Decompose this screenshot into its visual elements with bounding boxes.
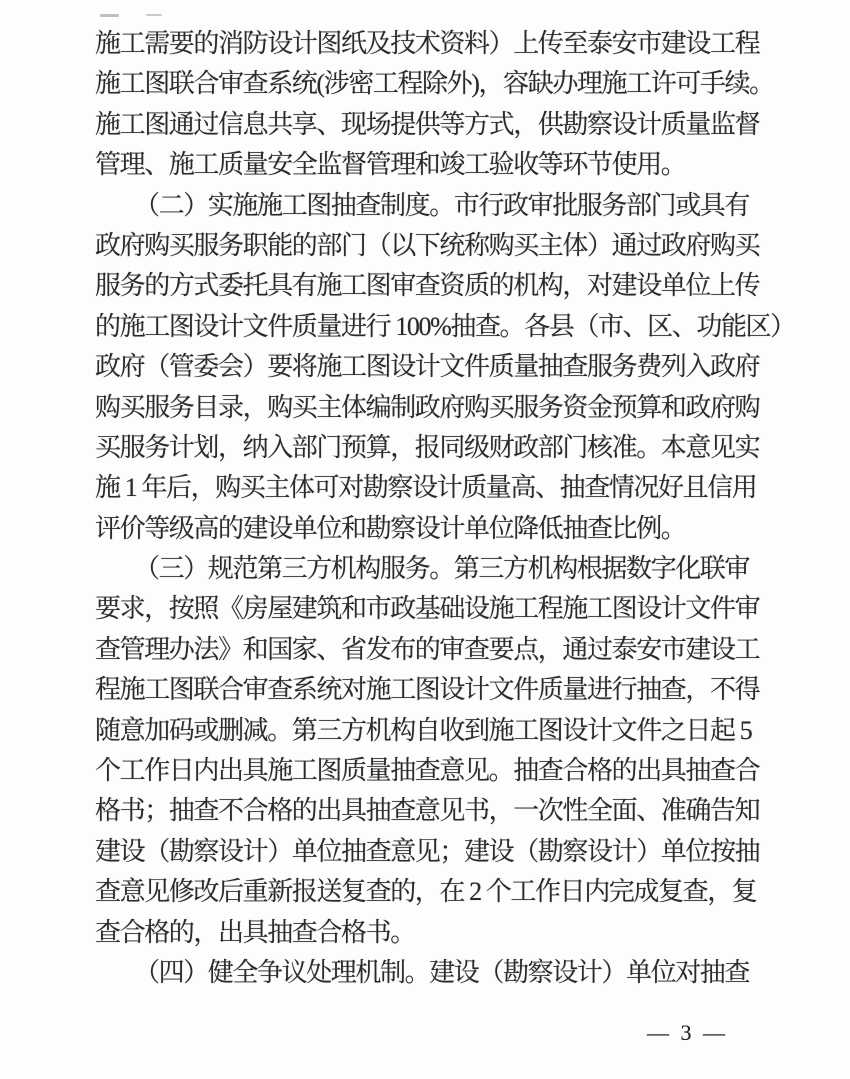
text-line: 查合格的，出具抽查合格书。 — [95, 917, 415, 947]
text-line: 个工作日内出具施工图质量抽查意见。抽查合格的出具抽查合 — [95, 756, 760, 786]
text-line: 的施工图设计文件质量进行 100%抽查。各县（市、区、功能区） — [95, 311, 795, 341]
text-line: 建设（勘察设计）单位抽查意见；建设（勘察设计）单位按抽 — [95, 836, 760, 866]
text-line: 查意见修改后重新报送复查的，在 2 个工作日内完成复查，复 — [95, 877, 757, 907]
text-line: 施工需要的消防设计图纸及技术资料）上传至泰安市建设工程 — [95, 29, 760, 58]
text-line: 服务的方式委托具有施工图审查资质的机构，对建设单位上传 — [95, 271, 760, 301]
text-line: 施工图联合审查系统(涉密工程除外)，容缺办理施工许可手续。 — [95, 69, 774, 99]
text-line: 政府购买服务职能的部门（以下统称购买主体）通过政府购买 — [95, 230, 760, 260]
text-line: 随意加码或删减。第三方机构自收到施工图设计文件之日起 5 — [95, 715, 752, 745]
para-item-2 — [95, 186, 795, 550]
text-line: （二）实施施工图抽查制度。市行政审批服务部门或具有 — [134, 190, 750, 220]
text-line: 格书；抽查不合格的出具抽查意见书，一次性全面、准确告知 — [95, 796, 760, 826]
text-line: 要求，按照《房屋建筑和市政基础设施工程施工图设计文件审 — [95, 594, 760, 624]
text-line: 政府（管委会）要将施工图设计文件质量抽查服务费列入政府 — [95, 352, 760, 382]
para-continuation — [95, 24, 774, 186]
page-number: — 3 — — [647, 1020, 728, 1045]
text-line: 购买服务目录，购买主体编制政府购买服务资金预算和政府购 — [95, 392, 760, 422]
text-line: 程施工图联合审查系统对施工图设计文件质量进行抽查，不得 — [95, 675, 760, 705]
scan-artifact — [100, 14, 119, 17]
text-line: 施 1 年后，购买主体可对勘察设计质量高、抽查情况好且信用 — [95, 473, 757, 503]
para-item-4 — [95, 953, 767, 993]
text-line: 查管理办法》和国家、省发布的审查要点，通过泰安市建设工 — [95, 634, 760, 664]
text-line: 施工图通过信息共享、现场提供等方式，供勘察设计质量监督 — [95, 109, 760, 139]
text-line: （四）健全争议处理机制。建设（勘察设计）单位对抽查 — [134, 957, 750, 987]
text-line: （三）规范第三方机构服务。第三方机构根据数字化联审 — [134, 554, 750, 584]
scan-artifact — [146, 14, 162, 16]
document-body — [95, 24, 795, 993]
text-line: 管理、施工质量安全监督管理和竣工验收等环节使用。 — [95, 150, 686, 180]
text-line: 评价等级高的建设单位和勘察设计单位降低抽查比例。 — [95, 513, 686, 543]
para-item-3 — [95, 549, 767, 953]
text-line: 买服务计划，纳入部门预算，报同级财政部门核准。本意见实 — [95, 432, 760, 462]
